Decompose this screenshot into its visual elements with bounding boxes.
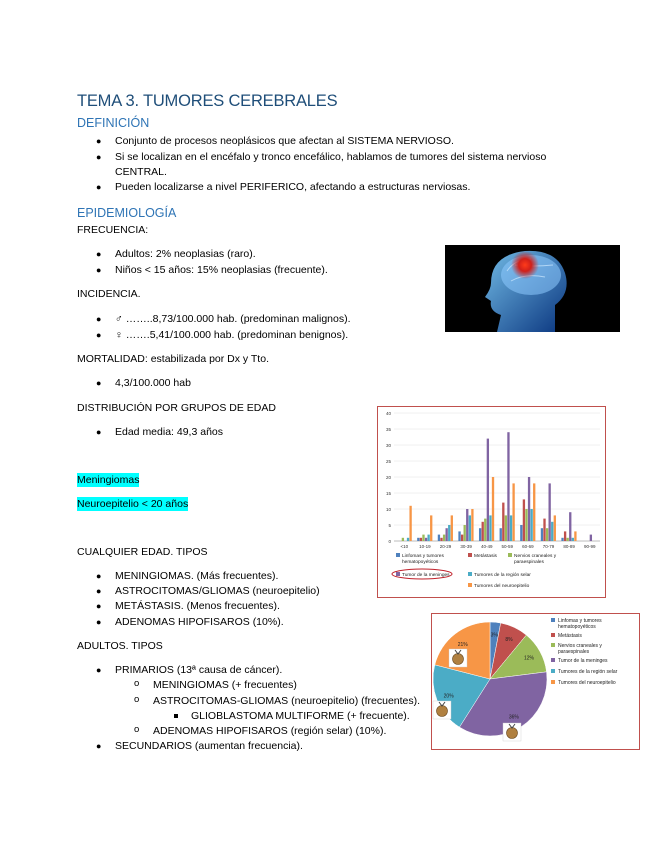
bullet-icon: ●: [96, 265, 102, 275]
bullet-icon: ●: [96, 330, 102, 340]
y-tick-label: 5: [388, 523, 391, 528]
bar: [510, 515, 512, 541]
distribucion-item: Edad media: 49,3 años: [115, 426, 223, 438]
bar: [554, 515, 556, 541]
bar: [533, 483, 535, 541]
slice-label: 8%: [505, 636, 513, 643]
legend-swatch: [396, 572, 400, 576]
bullet-icon: ●: [96, 427, 102, 437]
primarios-item: PRIMARIOS (13ª causa de cáncer).: [115, 664, 283, 676]
bar: [567, 538, 569, 541]
legend-swatch: [468, 553, 472, 557]
bar: [520, 525, 522, 541]
bar: [489, 515, 491, 541]
bar: [482, 522, 484, 541]
pie-chart-svg: [432, 614, 639, 749]
legend-label: Nervios craneales y paraespinales: [514, 554, 557, 565]
adultos-label: ADULTOS. TIPOS: [77, 640, 163, 652]
legend-label: Tumores de la región selar: [474, 573, 531, 578]
bar: [425, 538, 427, 541]
bar: [492, 477, 494, 541]
legend-swatch: [468, 583, 472, 587]
y-tick-label: 25: [385, 459, 391, 464]
y-tick-label: 20: [385, 475, 391, 480]
legend-swatch: [551, 633, 555, 637]
bar: [561, 538, 563, 541]
tipo-item: METÁSTASIS. (Menos frecuentes).: [115, 600, 280, 612]
x-tick-label: 40-49: [480, 544, 493, 549]
circle-bullet-icon: o: [134, 694, 140, 705]
bar: [422, 535, 424, 541]
legend-swatch: [468, 572, 472, 576]
epidemiologia-heading: EPIDEMIOLOGÍA: [77, 206, 177, 220]
slice-label: 3%: [490, 632, 498, 639]
bar: [543, 519, 545, 541]
bar: [448, 525, 450, 541]
bar: [407, 538, 409, 541]
legend-label: Linfomas y tumores hematopoyéticos: [402, 554, 444, 565]
age-distribution-chart: [377, 406, 606, 598]
slice-label: 12%: [523, 655, 534, 662]
legend-swatch: [551, 618, 555, 622]
bullet-icon: ●: [96, 665, 102, 675]
sub-item: ASTROCITOMAS-GLIOMAS (neuroepitelio) (frecuentes).: [153, 695, 421, 707]
frecuencia-item: Niños < 15 años: 15% neoplasias (frecuente).: [115, 264, 328, 276]
bar: [484, 519, 486, 541]
secundarios-item: SECUNDARIOS (aumentan frecuencia).: [115, 740, 303, 752]
bar: [469, 515, 471, 541]
x-tick-label: 30-39: [460, 544, 472, 549]
medal-icon: [449, 649, 467, 667]
bullet-icon: ●: [96, 152, 102, 162]
tipo-item: ASTROCITOMAS/GLIOMAS (neuroepitelio): [115, 585, 320, 597]
bullet-icon: ●: [96, 601, 102, 611]
bar: [458, 531, 460, 541]
bar: [523, 499, 525, 541]
legend-swatch: [508, 553, 512, 557]
bar: [471, 509, 473, 541]
frecuencia-label: FRECUENCIA:: [77, 224, 149, 236]
bar: [464, 525, 466, 541]
bar: [502, 503, 504, 541]
bar: [507, 432, 509, 541]
bullet-icon: ●: [96, 136, 102, 146]
bar: [409, 506, 411, 541]
bar: [466, 509, 468, 541]
mortalidad-label: MORTALIDAD: estabilizada por Dx y Tto.: [77, 353, 269, 365]
bar: [546, 528, 548, 541]
bullet-icon: ●: [96, 249, 102, 259]
bullet-icon: ●: [96, 182, 102, 192]
incidencia-item: ♂ ……..8,73/100.000 hab. (predominan malignos).: [115, 313, 351, 325]
x-tick-label: 20-29: [439, 544, 452, 549]
incidencia-label: INCIDENCIA.: [77, 288, 141, 300]
medal-icon: [433, 701, 451, 719]
bar: [530, 509, 532, 541]
tipo-item: MENINGIOMAS. (Más frecuentes).: [115, 570, 279, 582]
mortalidad-item: 4,3/100.000 hab: [115, 377, 191, 389]
bar: [505, 515, 507, 541]
bar: [430, 515, 432, 541]
bar: [525, 509, 527, 541]
bar: [438, 535, 440, 541]
bullet-icon: ●: [96, 741, 102, 751]
legend-swatch: [551, 643, 555, 647]
bullet-icon: ●: [96, 617, 102, 627]
x-tick-label: 10-19: [419, 544, 431, 549]
y-tick-label: 40: [385, 411, 391, 416]
definicion-item: Si se localizan en el encéfalo y tronco encefálico, hablamos de tumores del sistema nervioso: [115, 151, 547, 163]
legend-label: Tumor de la meninges: [402, 573, 450, 578]
bar: [427, 535, 429, 541]
definicion-item: CENTRAL.: [115, 166, 167, 178]
square-bullet-icon: [174, 714, 178, 718]
definicion-heading: DEFINICIÓN: [77, 116, 150, 130]
bar: [487, 439, 489, 541]
bar: [446, 528, 448, 541]
bar: [572, 538, 574, 541]
tipo-item: ADENOMAS HIPOFISAROS (10%).: [115, 616, 284, 628]
bar: [590, 535, 592, 541]
slice-label: 20%: [443, 693, 454, 700]
highlight-meningiomas: Meningiomas: [77, 474, 140, 486]
x-tick-label: 80-89: [563, 544, 575, 549]
y-tick-label: 30: [385, 443, 391, 448]
legend-label: Linfomas y tumores hematopoyéticos: [558, 618, 602, 630]
y-tick-label: 15: [385, 491, 391, 496]
legend-swatch: [551, 658, 555, 662]
sub-item: MENINGIOMAS (+ frecuentes): [153, 679, 297, 691]
x-tick-label: 60-69: [522, 544, 534, 549]
circle-bullet-icon: o: [134, 678, 140, 689]
legend-label: Metástasis: [474, 554, 497, 559]
page-title: TEMA 3. TUMORES CEREBRALES: [77, 92, 338, 110]
bar: [551, 522, 553, 541]
bullet-icon: ●: [96, 378, 102, 388]
bullet-icon: ●: [96, 571, 102, 581]
definicion-item: Conjunto de procesos neoplásicos que afectan al SISTEMA NERVIOSO.: [115, 135, 454, 147]
bar: [541, 528, 543, 541]
bar: [451, 515, 453, 541]
slice-label: 36%: [508, 714, 519, 721]
bar: [420, 538, 422, 541]
x-tick-label: 50-59: [501, 544, 514, 549]
legend-label: Tumores del neuroepitelio: [558, 680, 616, 686]
legend-label: Metástasis: [558, 633, 582, 639]
bar: [479, 528, 481, 541]
y-tick-label: 0: [388, 539, 391, 544]
tumor-type-pie-chart: [431, 613, 640, 750]
bar: [443, 535, 445, 541]
bar: [569, 512, 571, 541]
bar: [528, 477, 530, 541]
bar: [500, 528, 502, 541]
legend-label: Nervios craneales y paraespinales: [558, 643, 602, 655]
y-tick-label: 35: [385, 427, 391, 432]
slice-label: 21%: [457, 641, 468, 648]
medal-icon: [503, 723, 521, 741]
cualquier-edad-label: CUALQUIER EDAD. TIPOS: [77, 546, 208, 558]
legend-swatch: [396, 553, 400, 557]
legend-swatch: [551, 669, 555, 673]
brain-image: [445, 245, 620, 332]
y-tick-label: 10: [385, 507, 391, 512]
definicion-item: Pueden localizarse a nivel PERIFERICO, afectando a estructuras nerviosas.: [115, 181, 471, 193]
bar: [417, 538, 419, 541]
legend-swatch: [551, 680, 555, 684]
bar: [574, 531, 576, 541]
sub-sub-item: GLIOBLASTOMA MULTIFORME (+ frecuente).: [191, 710, 410, 722]
sub-item: ADENOMAS HIPOFISAROS (región selar) (10%).: [153, 725, 387, 737]
bar: [564, 531, 566, 541]
bar: [512, 483, 514, 541]
bullet-icon: ●: [96, 586, 102, 596]
legend-label: Tumor de la meninges: [558, 658, 608, 664]
x-tick-label: <10: [400, 544, 409, 549]
bar: [440, 538, 442, 541]
x-tick-label: 90-99: [583, 544, 596, 549]
bar-chart-svg: [378, 407, 605, 597]
legend-label: Tumores del neuroepitelio: [474, 584, 530, 589]
highlight-neuroepitelio: Neuroepitelio < 20 años: [77, 498, 189, 510]
frecuencia-item: Adultos: 2% neoplasias (raro).: [115, 248, 256, 260]
incidencia-item: ♀ …….5,41/100.000 hab. (predominan benignos).: [115, 329, 349, 341]
bar: [549, 483, 551, 541]
bar: [402, 538, 404, 541]
bar: [461, 535, 463, 541]
bullet-icon: ●: [96, 314, 102, 324]
distribucion-label: DISTRIBUCIÓN POR GRUPOS DE EDAD: [77, 402, 276, 414]
legend-label: Tumores de la región selar: [558, 669, 618, 675]
x-tick-label: 70-79: [542, 544, 555, 549]
circle-bullet-icon: o: [134, 724, 140, 735]
